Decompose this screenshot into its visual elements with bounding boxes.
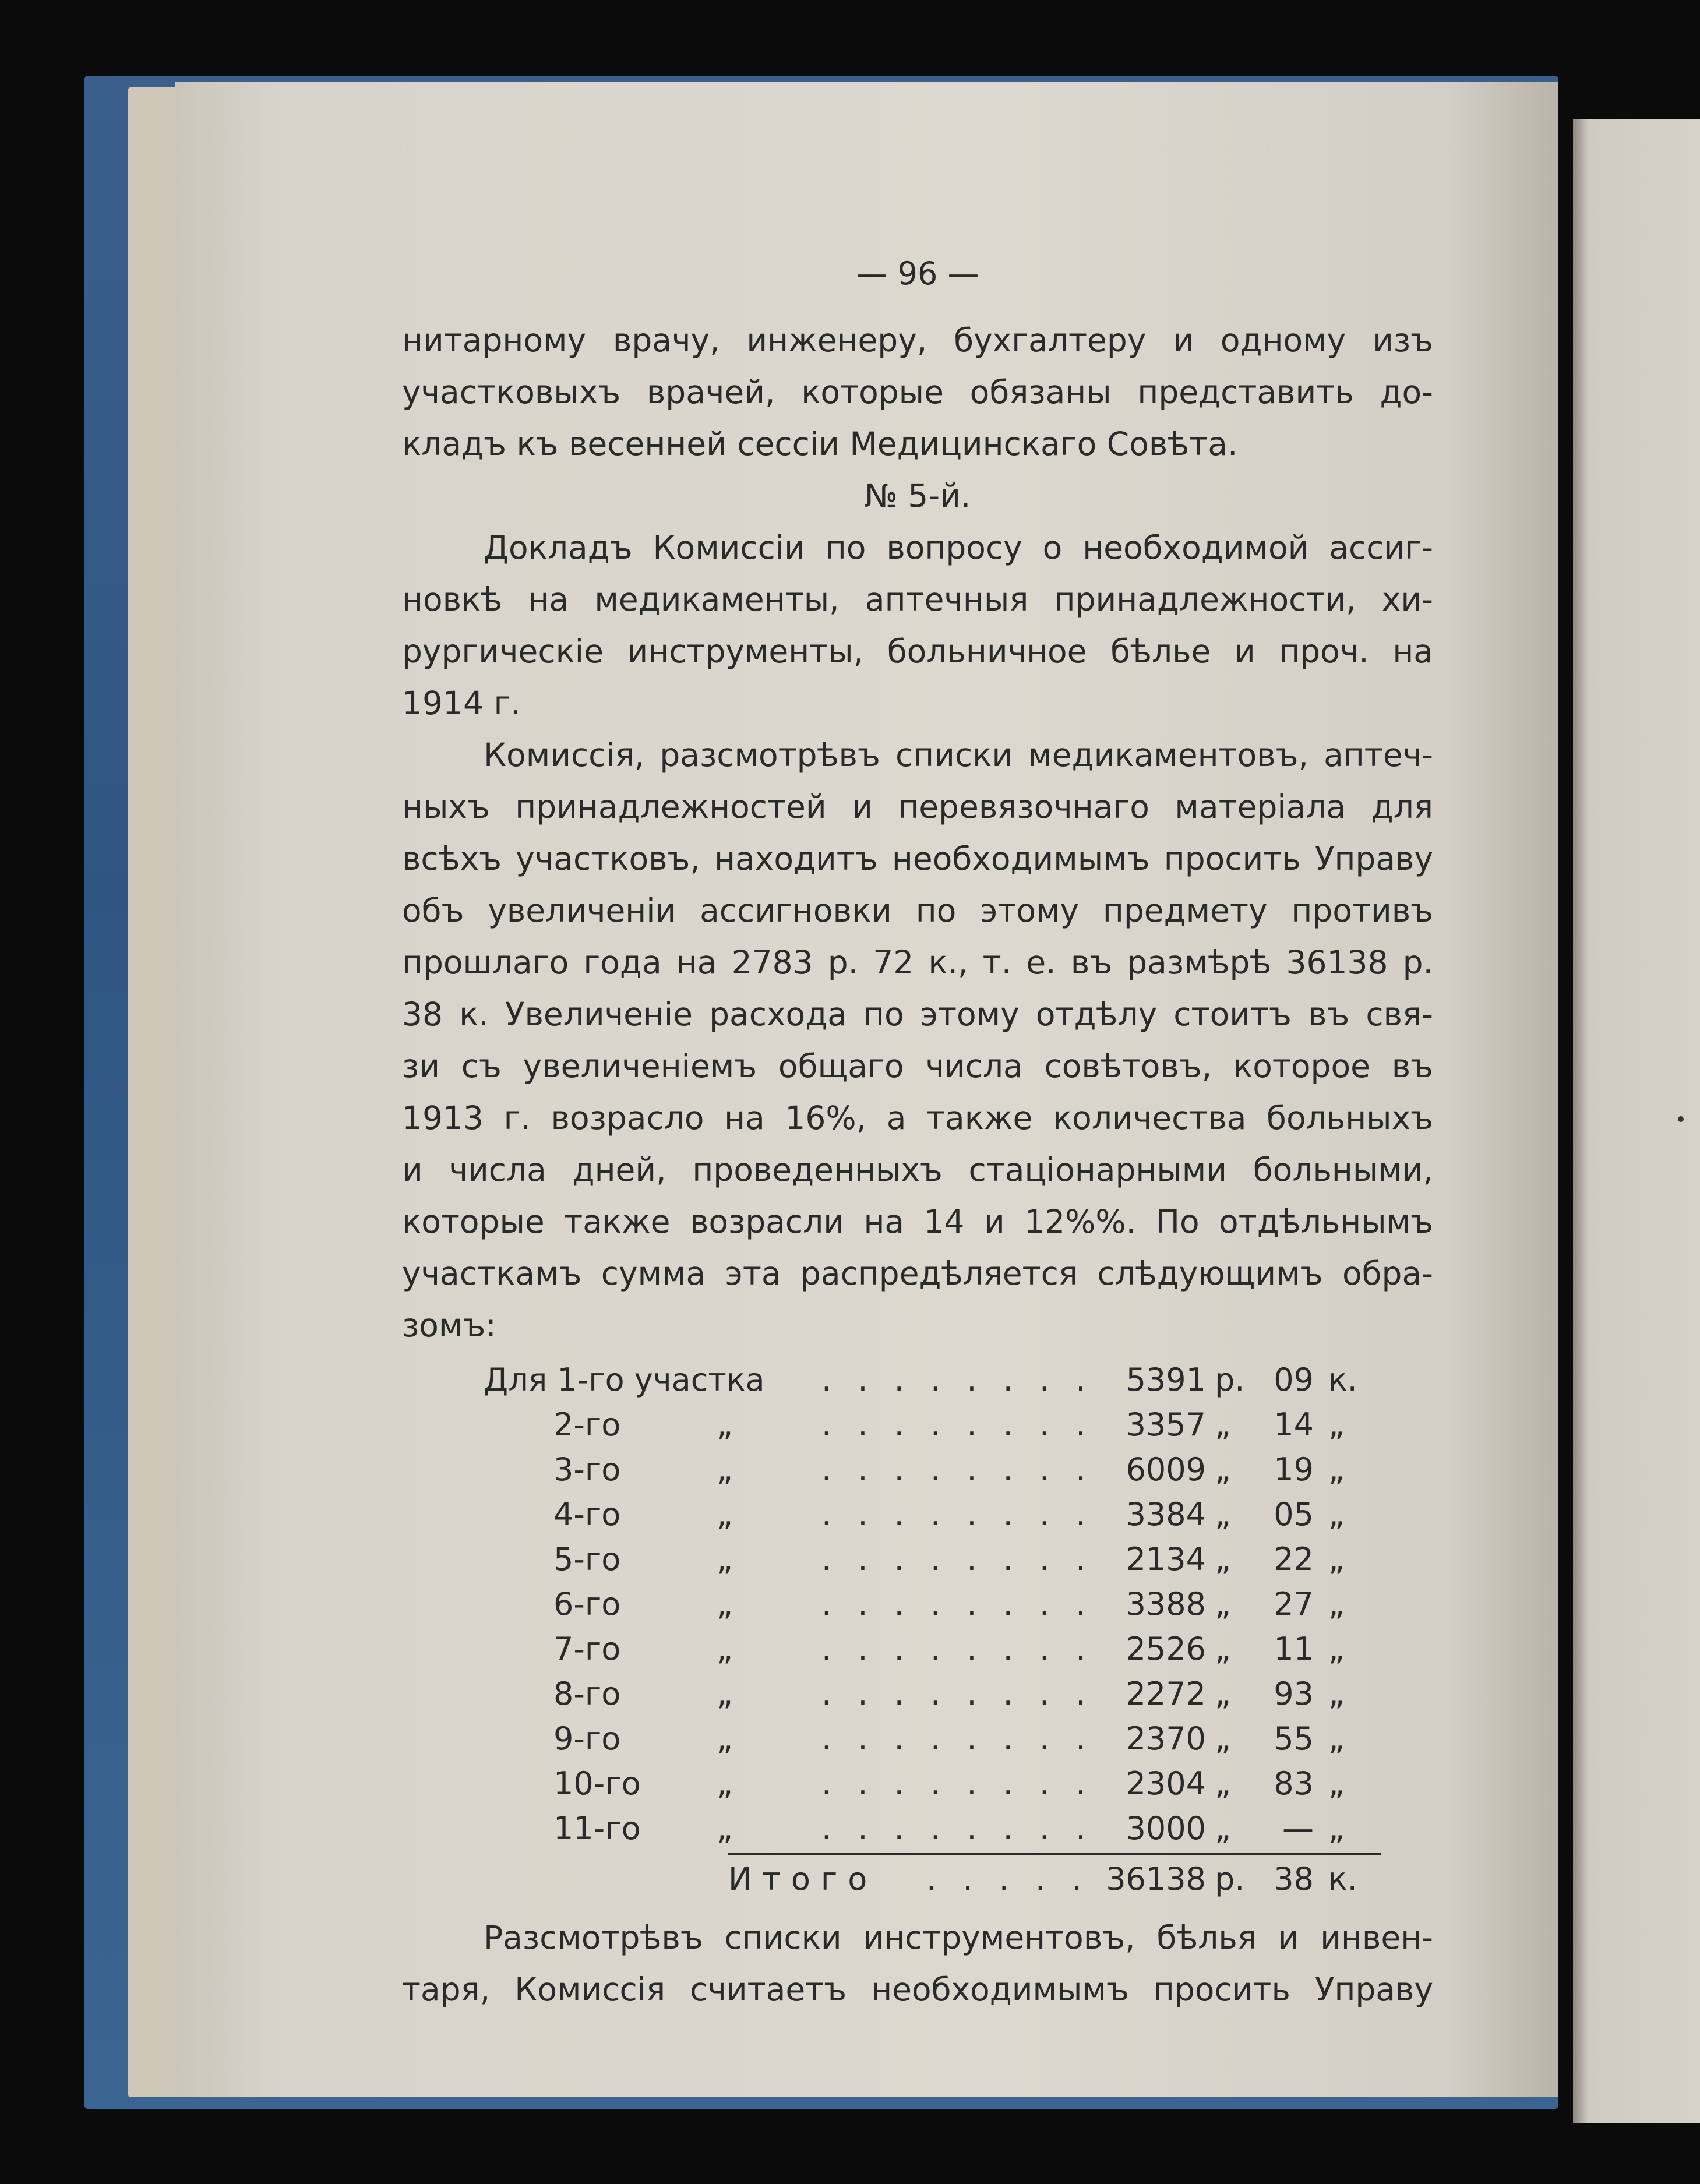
row-label: 9-го [553,1720,621,1757]
text-line: участкамъ сумма эта распредѣляется слѣдующимъ обра- [402,1255,1433,1292]
kopecks-unit: „ [1328,1675,1345,1712]
total-kopecks: 38 [1274,1861,1314,1897]
kopecks-unit: „ [1328,1496,1345,1533]
page-number: — 96 — [856,255,979,292]
ditto-mark: „ [717,1451,733,1488]
rubles-unit: „ [1215,1496,1231,1533]
text-line: кладъ къ весенней сессіи Медицинскаго Совѣта. [402,425,1238,463]
ditto-mark: „ [717,1496,733,1533]
leader-dots: . . . . . . . . [821,1406,1094,1443]
text-line: которые также возрасли на 14 и 12%%. По отдѣльнымъ [402,1203,1433,1240]
text-line: зомъ: [402,1307,496,1344]
total-rubles: 36138 [1106,1861,1206,1897]
rubles-unit: „ [1215,1406,1231,1443]
kopecks-unit: „ [1328,1541,1345,1578]
leader-dots: . . . . . . . . [821,1631,1094,1667]
paragraph-4 [402,1912,1433,2016]
leader-dots: . . . . . . . . [821,1675,1094,1712]
leader-dots: . . . . . . . . [821,1496,1094,1533]
table-row [402,1402,1433,1447]
row-label: 6-го [553,1586,621,1622]
rubles-value: 3357 [1126,1406,1206,1443]
text-line: Комиссія, разсмотрѣвъ списки медикаментовъ, аптеч- [484,736,1433,774]
text-line: зи съ увеличеніемъ общаго числа совѣтовъ, которое въ [402,1047,1433,1085]
kopecks-value: 14 [1274,1406,1314,1443]
kopecks-unit: „ [1328,1720,1345,1757]
kopecks-value: 27 [1274,1586,1314,1622]
paragraph-1 [402,315,1433,470]
text-line: Разсмотрѣвъ списки инструментовъ, бѣлья и инвен- [484,1919,1433,1956]
text-line: участковыхъ врачей, которые обязаны представить до- [402,373,1433,411]
row-label: Для 1-го участка [484,1361,765,1398]
text-line: новкѣ на медикаменты, аптечныя принадлежности, хи- [402,581,1433,618]
kopecks-value: 09 [1274,1361,1314,1398]
table-row [402,1447,1433,1492]
ditto-mark: „ [717,1765,733,1802]
total-rubles-unit: р. [1215,1861,1245,1897]
kopecks-unit: „ [1328,1765,1345,1802]
kopecks-value: 83 [1274,1765,1314,1802]
row-label: 11-го [553,1810,641,1847]
rubles-value: 2526 [1126,1631,1206,1667]
rubles-unit: р. [1215,1361,1245,1398]
rubles-unit: „ [1215,1675,1231,1712]
rubles-value: 2272 [1126,1675,1206,1712]
leader-dots: . . . . . . . . [821,1451,1094,1488]
text-line: прошлаго года на 2783 р. 72 к., т. е. въ размѣрѣ 36138 р. [402,944,1433,981]
rubles-value: 2370 [1126,1720,1206,1757]
ink-dot [1678,1116,1684,1122]
rubles-value: 5391 [1126,1361,1206,1398]
text-line: всѣхъ участковъ, находитъ необходимымъ просить Управу [402,840,1433,877]
row-label: 2-го [553,1406,621,1443]
rubles-value: 3384 [1126,1496,1206,1533]
text-line: ныхъ принадлежностей и перевязочнаго матеріала для [402,788,1433,825]
kopecks-unit: „ [1328,1586,1345,1622]
paragraph-3 [402,729,1433,1352]
kopecks-unit: „ [1328,1406,1345,1443]
text-line: и числа дней, проведенныхъ стаціонарными больными, [402,1151,1433,1188]
table-row [402,1626,1433,1671]
rubles-value: 2134 [1126,1541,1206,1578]
table-row [402,1806,1433,1851]
kopecks-value: 55 [1274,1720,1314,1757]
row-label: 7-го [553,1631,621,1667]
rubles-unit: „ [1215,1541,1231,1578]
kopecks-value: 05 [1274,1496,1314,1533]
table-row [402,1716,1433,1761]
rubles-value: 2304 [1126,1765,1206,1802]
row-label: 5-го [553,1541,621,1578]
kopecks-value: — [1282,1810,1314,1847]
rubles-unit: „ [1215,1451,1231,1488]
sum-rule [728,1853,1381,1855]
distribution-table [402,1357,1433,1901]
rubles-unit: „ [1215,1810,1231,1847]
text-line: 1913 г. возрасло на 16%, а также количества больныхъ [402,1099,1433,1137]
leader-dots: . . . . . [926,1861,1090,1897]
rubles-unit: „ [1215,1720,1231,1757]
kopecks-unit: „ [1328,1631,1345,1667]
row-label: 4-го [553,1496,621,1533]
kopecks-value: 19 [1274,1451,1314,1488]
leader-dots: . . . . . . . . [821,1720,1094,1757]
kopecks-unit: „ [1328,1810,1345,1847]
kopecks-value: 11 [1274,1631,1314,1667]
rubles-value: 3000 [1126,1810,1206,1847]
table-row [402,1537,1433,1582]
rubles-unit: „ [1215,1586,1231,1622]
kopecks-unit: к. [1328,1361,1357,1398]
leader-dots: . . . . . . . . [821,1586,1094,1622]
total-label: Итого [728,1861,878,1897]
total-row [402,1857,1433,1901]
text-line: 38 к. Увеличеніе расхода по этому отдѣлу стоитъ въ свя- [402,996,1433,1033]
paragraph-2 [402,522,1433,729]
text-line: таря, Комиссія считаетъ необходимымъ просить Управу [402,1971,1433,2008]
leader-dots: . . . . . . . . [821,1361,1094,1398]
ditto-mark: „ [717,1406,733,1443]
ditto-mark: „ [717,1586,733,1622]
row-label: 8-го [553,1675,621,1712]
section-title: № 5-й. [864,477,971,514]
ditto-mark: „ [717,1631,733,1667]
row-label: 3-го [553,1451,621,1488]
row-label: 10-го [553,1765,641,1802]
leader-dots: . . . . . . . . [821,1810,1094,1847]
leader-dots: . . . . . . . . [821,1541,1094,1578]
rubles-unit: „ [1215,1765,1231,1802]
kopecks-value: 22 [1274,1541,1314,1578]
leader-dots: . . . . . . . . [821,1765,1094,1802]
ditto-mark: „ [717,1720,733,1757]
table-row [402,1671,1433,1716]
table-row [402,1357,1433,1402]
text-line: 1914 г. [402,685,521,722]
table-row [402,1492,1433,1537]
text-line: рургическіе инструменты, больничное бѣлье и проч. на [402,633,1433,670]
total-kopecks-unit: к. [1328,1861,1357,1897]
text-line: объ увеличеніи ассигновки по этому предмету противъ [402,892,1433,929]
rubles-value: 3388 [1126,1586,1206,1622]
ditto-mark: „ [717,1675,733,1712]
ditto-mark: „ [717,1541,733,1578]
kopecks-value: 93 [1274,1675,1314,1712]
kopecks-unit: „ [1328,1451,1345,1488]
text-line: нитарному врачу, инженеру, бухгалтеру и одному изъ [402,322,1433,359]
table-row [402,1582,1433,1626]
rubles-value: 6009 [1126,1451,1206,1488]
table-row [402,1761,1433,1806]
text-line: Докладъ Комиссіи по вопросу о необходимой ассиг- [484,529,1433,566]
ditto-mark: „ [717,1810,733,1847]
rubles-unit: „ [1215,1631,1231,1667]
page-text [402,245,1433,2016]
